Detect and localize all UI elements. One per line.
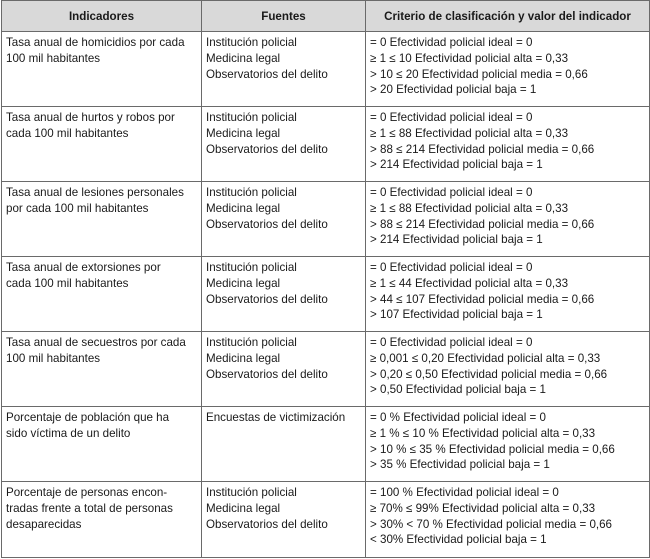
criteria-cell [366,182,650,257]
criterion-line: > 107 Efectividad policial baja = 1 [370,308,543,322]
indicator-text: cada 100 mil habitantes [6,126,129,140]
indicator-cell [2,107,202,182]
table-row [2,332,650,407]
header-criterio: Criterio de clasificación y valor del indicador [366,1,650,32]
criterion-line: > 10 ≤ 20 Efectividad policial media = 0,66 [370,67,588,81]
sources-cell [202,32,366,107]
criterion-line: ≥ 1 ≤ 44 Efectividad policial alta = 0,33 [370,276,569,290]
sources-cell [202,482,366,558]
header-row [2,1,650,32]
indicator-cell [2,32,202,107]
indicator-text: por cada 100 mil habitantes [6,201,149,215]
sources-cell [202,107,366,182]
header-fuentes: Fuentes [202,1,366,32]
indicator-text: Tasa anual de extorsiones por [6,261,161,274]
sources-cell [202,332,366,407]
criterion-line: = 0 Efectividad policial ideal = 0 [370,336,533,349]
indicators-table [1,0,650,558]
source-item: Observatorios del delito [206,367,328,381]
source-item: Institución policial [206,36,297,49]
criterion-line: > 30% < 70 % Efectividad policial media = 0,66 [370,517,613,531]
criterion-line: > 88 ≤ 214 Efectividad policial media = 0,66 [370,142,595,156]
indicator-text: Porcentaje de población que ha [6,411,170,424]
criteria-cell [366,107,650,182]
source-item: Observatorios del delito [206,67,328,81]
criterion-line: = 100 % Efectividad policial ideal = 0 [370,486,559,499]
source-item: Medicina legal [206,351,281,365]
table-row [2,32,650,107]
indicator-text: Tasa anual de homicidios por cada [6,36,185,49]
criterion-line: = 0 Efectividad policial ideal = 0 [370,261,533,274]
source-item: Observatorios del delito [206,142,328,156]
indicator-text: Tasa anual de lesiones personales [6,186,184,199]
criterion-line: ≥ 1 % ≤ 10 % Efectividad policial alta = 0,33 [370,426,596,440]
criterion-line: = 0 Efectividad policial ideal = 0 [370,111,533,124]
sources-cell [202,407,366,482]
criterion-line: > 214 Efectividad policial baja = 1 [370,233,543,247]
criterion-line: > 214 Efectividad policial baja = 1 [370,158,543,172]
source-item: Encuestas de victimización [206,411,346,424]
indicator-cell [2,257,202,332]
criterion-line: ≥ 0,001 ≤ 0,20 Efectividad policial alta = 0,33 [370,351,601,365]
table-row [2,107,650,182]
indicator-text: sido víctima de un delito [6,426,131,440]
source-item: Medicina legal [206,51,281,65]
indicator-text: tradas frente a total de personas [6,501,173,515]
indicator-cell [2,482,202,558]
source-item: Observatorios del delito [206,292,328,306]
criterion-line: ≥ 70% ≤ 99% Efectividad policial alta = 0,33 [370,501,596,515]
sources-cell [202,257,366,332]
source-item: Medicina legal [206,501,281,515]
criteria-cell [366,482,650,558]
source-item: Observatorios del delito [206,517,328,531]
criterion-line: > 35 % Efectividad policial baja = 1 [370,458,550,472]
indicator-text: Tasa anual de secuestros por cada [6,336,186,349]
criterion-line: ≥ 1 ≤ 88 Efectividad policial alta = 0,33 [370,201,569,215]
source-item: Medicina legal [206,126,281,140]
indicator-cell [2,182,202,257]
source-item: Observatorios del delito [206,217,328,231]
criterion-line: > 88 ≤ 214 Efectividad policial media = 0,66 [370,217,595,231]
indicator-text: Tasa anual de hurtos y robos por [6,111,175,124]
header-indicadores: Indicadores [2,1,202,32]
criterion-line: > 20 Efectividad policial baja = 1 [370,83,537,97]
indicator-text: cada 100 mil habitantes [6,276,129,290]
criterion-line: = 0 Efectividad policial ideal = 0 [370,36,533,49]
criteria-cell [366,332,650,407]
indicator-text: 100 mil habitantes [6,351,101,365]
criterion-line: < 30% Efectividad policial baja = 1 [370,533,547,547]
indicator-cell [2,332,202,407]
table-row [2,407,650,482]
source-item: Institución policial [206,261,297,274]
source-item: Medicina legal [206,201,281,215]
source-item: Institución policial [206,486,297,499]
criterion-line: > 10 % ≤ 35 % Efectividad policial media = 0,66 [370,442,615,456]
sources-cell [202,182,366,257]
indicator-cell [2,407,202,482]
criterion-line: > 0,20 ≤ 0,50 Efectividad policial media = 0,66 [370,367,608,381]
table-row [2,182,650,257]
criteria-cell [366,257,650,332]
table-row [2,482,650,558]
criteria-cell [366,407,650,482]
indicator-text: desaparecidas [6,517,82,531]
criterion-line: ≥ 1 ≤ 88 Efectividad policial alta = 0,33 [370,126,569,140]
criterion-line: > 0,50 Efectividad policial baja = 1 [370,383,546,397]
source-item: Institución policial [206,111,297,124]
indicator-text: Porcentaje de personas encon- [6,486,168,499]
table-row [2,257,650,332]
source-item: Institución policial [206,186,297,199]
criteria-cell [366,32,650,107]
source-item: Institución policial [206,336,297,349]
indicator-text: 100 mil habitantes [6,51,101,65]
criterion-line: = 0 Efectividad policial ideal = 0 [370,186,533,199]
criterion-line: > 44 ≤ 107 Efectividad policial media = 0,66 [370,292,595,306]
source-item: Medicina legal [206,276,281,290]
criterion-line: ≥ 1 ≤ 10 Efectividad policial alta = 0,33 [370,51,569,65]
criterion-line: = 0 % Efectividad policial ideal = 0 [370,411,546,424]
